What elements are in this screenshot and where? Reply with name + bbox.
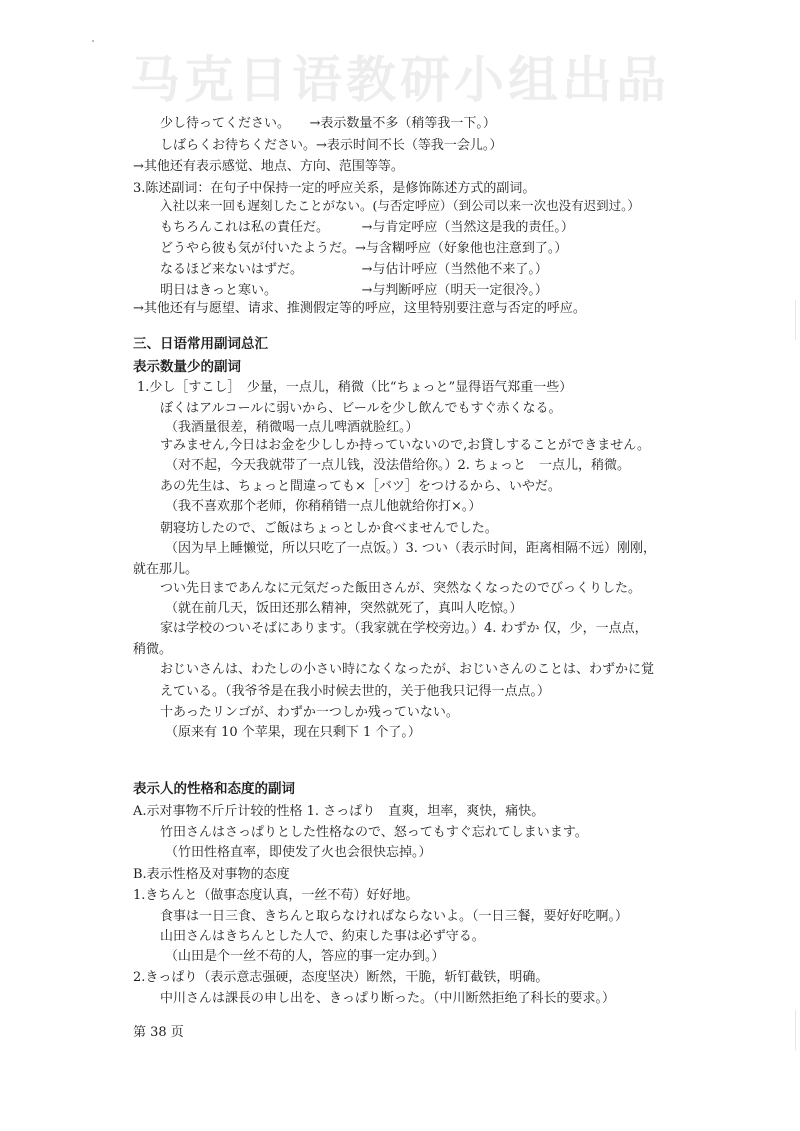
scan-edge [795,1010,796,1050]
text-line: 就在那儿。 [133,562,199,577]
text-line: B.表示性格及对事物的态度 [133,867,290,882]
text-line: （因为早上睡懒觉，所以只吃了一点饭。）3. つい（表示时间，距离相隔不远）刚刚， [165,541,657,556]
section-heading: 三、日语常用副词总汇 [133,336,268,352]
text-line: （竹田性格直率，即使发了火也会很快忘掉。） [165,845,432,860]
text-line: 家は学校のついそばにあります。（我家就在学校旁边。）4. わずか 仅，少，一点点， [160,621,648,636]
text-line: （原来有 10 个苹果，现在只剩下 1 个了。） [165,725,421,740]
text-line: →其他还有与愿望、请求、推测假定等的呼应，这里特别要注意与否定的呼应。 [133,301,586,316]
text-line: 十あったリンゴが、わずか一つしか残っていない。 [160,705,459,720]
text-line: （对不起，今天我就带了一点儿钱，没法借给你。）2. ちょっと 一点儿，稍微。 [165,458,631,473]
text-line: おじいさんは、わたしの小さい時になくなったが、おじいさんのことは、わずかに覚 [160,662,655,677]
text-line: すみません,今日はお金を少ししか持っていないので,お貸しすることができません。 [160,438,651,453]
text-line: 竹田さんはさっぱりとした性格なので、怒ってもすぐ忘れてしまいます。 [160,825,588,840]
text-line: どうやら彼も気が付いたようだ。→与含糊呼应（好象他也注意到了。） [160,241,568,256]
text-line: 明日はきっと寒い。 →与判断呼应（明天一定很冷。） [160,283,548,298]
subsection-heading: 表示数量少的副词 [133,359,241,375]
scan-edge [795,300,796,340]
text-line: えている。（我爷爷是在我小时候去世的，关于他我只记得一点点。） [160,684,551,699]
text-line: →其他还有表示感觉、地点、方向、范围等等。 [133,159,404,174]
page-number: 第 38 页 [133,1025,184,1040]
text-line: 山田さんはきちんとした人で、約束した事は必ず守る。 [160,929,485,944]
text-line: 少し待ってください。 →表示数量不多（稍等我一下。） [160,116,496,131]
text-line: A.示对事物不斤斤计较的性格 1. さっぱり 直爽，坦率，爽快，痛快。 [133,804,545,819]
text-line: 1.きちんと（做事态度认真，一丝不苟）好好地。 [133,888,419,903]
text-line: しばらくお待ちください。→表示时间不长（等我一会儿。） [160,138,503,153]
text-line: 入社以来一回も遅刻したことがない。(与否定呼应）（到公司以来一次也没有迟到过。） [160,198,640,213]
text-line: 2.きっぱり（表示意志强硬，态度坚决）断然，干脆，斩钉截铁，明确。 [133,970,549,985]
text-line: （就在前几天，饭田还那么精神，突然就死了，真叫人吃惊。） [165,601,523,616]
text-line: 朝寝坊したので、ご飯はちょっとしか食べませんでした。 [160,521,498,536]
scan-speck [92,40,94,42]
text-line: あの先生は、ちょっと間違っても×［バツ］をつけるから、いやだ。 [160,479,561,494]
text-line: 食事は一日三食、きちんと取らなければならないよ。（一日三餐，要好好吃啊。） [160,909,629,924]
watermark: 马克日语教研小组出品 [130,51,670,109]
text-line: （山田是个一丝不苟的人，答应的事一定办到。） [165,949,445,964]
text-line: 3.陈述副词：在句子中保持一定的呼应关系，是修饰陈述方式的副词。 [133,181,536,196]
text-line: 中川さんは課長の申し出を、きっぱり断った。（中川断然拒绝了科长的要求。） [160,991,616,1006]
text-line: もちろんこれは私の責任だ。 →与肯定呼应（当然这是我的责任。） [160,220,574,235]
text-line: （我酒量很差，稍微喝一点儿啤酒就脸红。） [165,420,419,435]
subsection-heading: 表示人的性格和态度的副词 [133,781,295,797]
text-line: 稍微。 [133,642,173,657]
text-line: 1.少し［すこし］ 少量，一点儿，稍微（比“ちょっと”显得语气郑重一些） [137,380,573,395]
text-line: ぼくはアルコールに弱いから、ビールを少し飲んでもすぐ赤くなる。 [160,401,562,416]
text-line: なるほど来ないはずだ。 →与估计呼应（当然他不来了。） [160,262,548,277]
text-line: つい先日まであんなに元気だった飯田さんが、突然なくなったのでびっくりした。 [160,581,642,596]
text-line: （我不喜欢那个老师，你稍稍错一点儿他就给你打×。） [165,499,482,514]
